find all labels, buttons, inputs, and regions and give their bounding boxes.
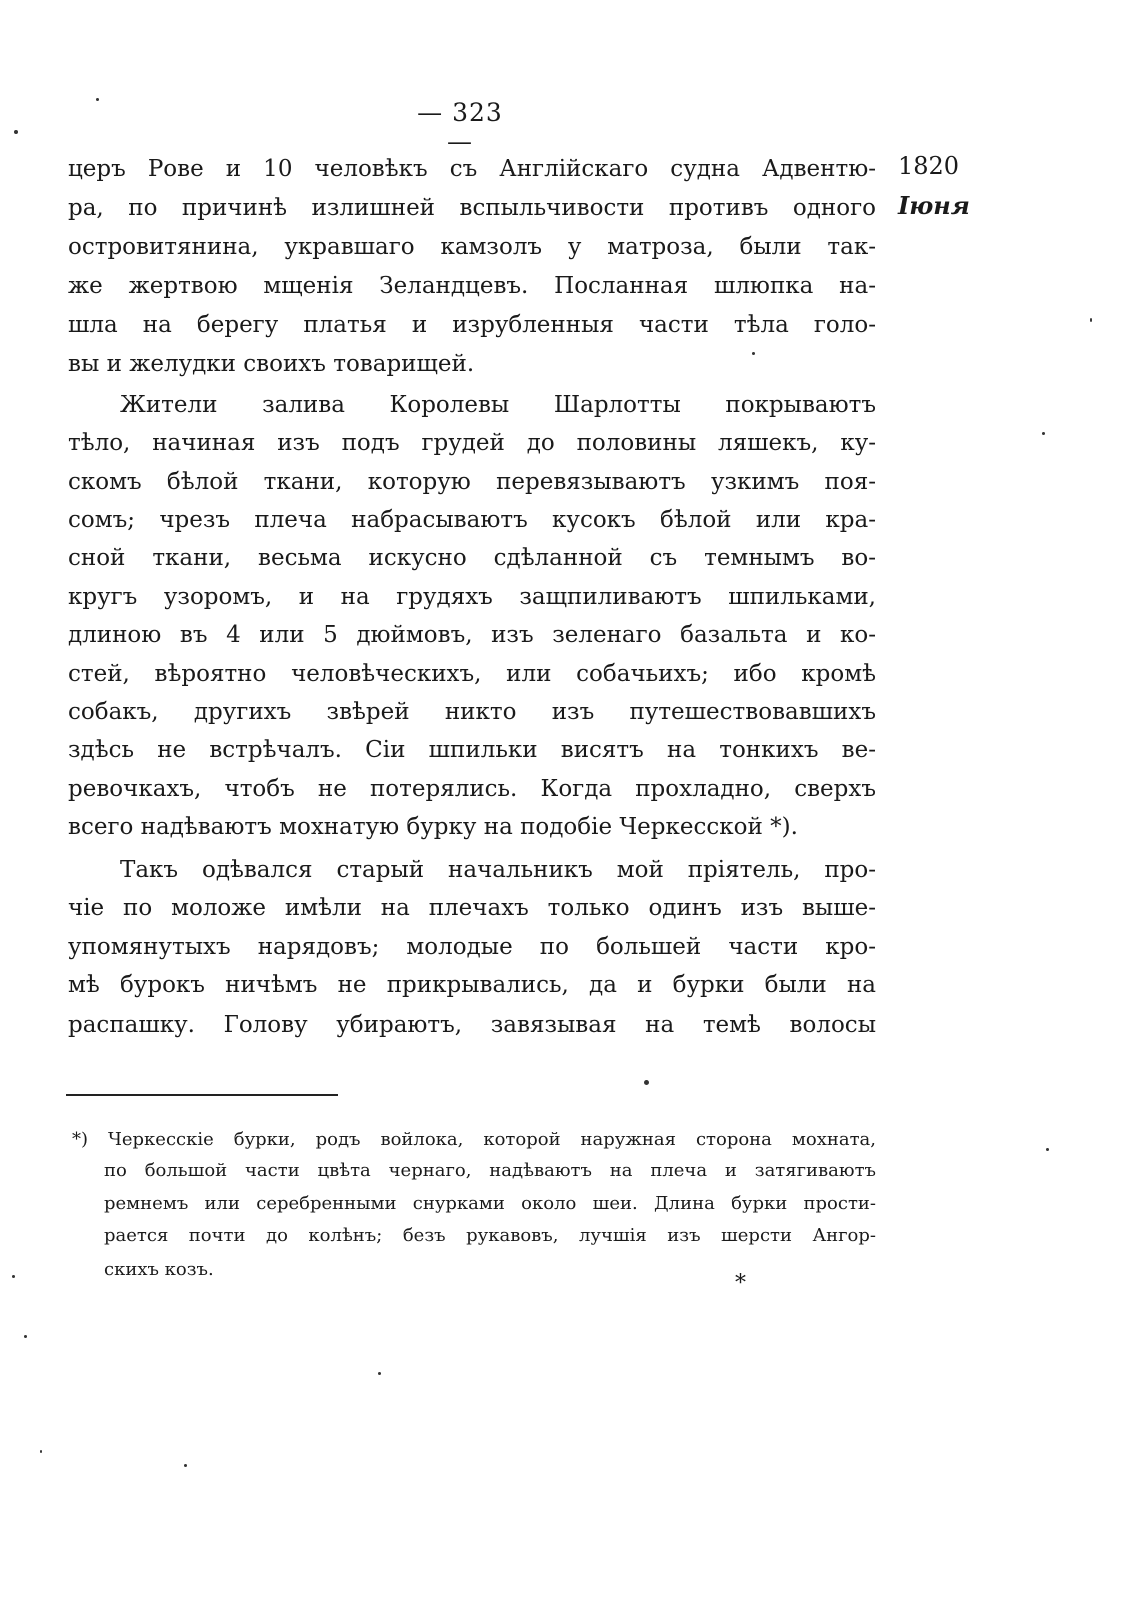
body-line: собакъ, другихъ звѣрей никто изъ путешествовавшихъ xyxy=(68,699,876,725)
scan-speck xyxy=(1046,1148,1049,1151)
scan-speck xyxy=(1090,318,1092,322)
body-line: церъ Рове и 10 человѣкъ съ Англійскаго судна Адвентю- xyxy=(68,156,876,182)
scan-speck xyxy=(184,1464,187,1467)
scan-speck xyxy=(24,1335,27,1338)
margin-year: 1820 xyxy=(898,152,960,180)
body-line: здѣсь не встрѣчалъ. Сіи шпильки висятъ на тонкихъ ве- xyxy=(68,737,876,763)
footnote-line: рается почти до колѣнъ; безъ рукавовъ, лучшія изъ шерсти Ангор- xyxy=(104,1225,876,1246)
footnote-line: ремнемъ или серебренными снурками около шеи. Длина бурки прости- xyxy=(104,1193,876,1214)
scan-speck xyxy=(12,1275,15,1278)
footnote-line: *) Черкесскіе бурки, родъ войлока, которой наружная сторона мохната, xyxy=(72,1129,876,1150)
scan-speck xyxy=(40,1450,42,1453)
margin-month: Іюня xyxy=(898,191,970,220)
body-line: распашку. Голову убираютъ, завязывая на темѣ волосы xyxy=(68,1012,876,1038)
scan-speck xyxy=(378,1372,381,1375)
body-line: сомъ; чрезъ плеча набрасываютъ кусокъ бѣлой или кра- xyxy=(68,507,876,533)
scan-speck xyxy=(14,130,18,134)
scan-speck xyxy=(644,1080,649,1085)
scan-speck xyxy=(752,352,755,355)
scan-speck xyxy=(1042,432,1045,435)
body-line: сной ткани, весьма искусно сдѣланной съ темнымъ во- xyxy=(68,545,876,571)
page-number: — 323 — xyxy=(417,98,503,156)
body-line: же жертвою мщенія Зеландцевъ. Посланная шлюпка на- xyxy=(68,273,876,299)
body-line: шла на берегу платья и изрубленныя части тѣла голо- xyxy=(68,312,876,338)
body-line: Жители залива Королевы Шарлотты покрываютъ xyxy=(120,392,876,418)
body-line: мѣ бурокъ ничѣмъ не прикрывались, да и бурки были на xyxy=(68,972,876,998)
scan-speck xyxy=(96,98,99,101)
asterisk-ornament: * xyxy=(735,1271,746,1296)
footnote-line: по большой части цвѣта чернаго, надѣваютъ на плеча и затягиваютъ xyxy=(104,1160,876,1181)
body-line: Такъ одѣвался старый начальникъ мой пріятель, про- xyxy=(120,857,876,883)
footnote-rule xyxy=(66,1094,338,1096)
body-line: ревочкахъ, чтобъ не потерялись. Когда прохладно, сверхъ xyxy=(68,776,876,802)
footnote-line: скихъ козъ. xyxy=(104,1259,214,1280)
body-line: всего надѣваютъ мохнатую бурку на подобіе Черкесской *). xyxy=(68,814,798,840)
body-line: островитянина, укравшаго камзолъ у матроза, были так- xyxy=(68,234,876,260)
body-line: скомъ бѣлой ткани, которую перевязываютъ узкимъ поя- xyxy=(68,469,876,495)
body-line: упомянутыхъ нарядовъ; молодые по большей части кро- xyxy=(68,934,876,960)
body-line: стей, вѣроятно человѣческихъ, или собачьихъ; ибо кромѣ xyxy=(68,661,876,687)
body-line: чіе по моложе имѣли на плечахъ только одинъ изъ выше- xyxy=(68,895,876,921)
body-line: ра, по причинѣ излишней вспыльчивости противъ одного xyxy=(68,195,876,221)
body-line: тѣло, начиная изъ подъ грудей до половины ляшекъ, ку- xyxy=(68,430,876,456)
body-line: кругъ узоромъ, и на грудяхъ защпиливаютъ шпильками, xyxy=(68,584,876,610)
body-line: длиною въ 4 или 5 дюймовъ, изъ зеленаго базальта и ко- xyxy=(68,622,876,648)
body-line: вы и желудки своихъ товарищей. xyxy=(68,351,475,377)
